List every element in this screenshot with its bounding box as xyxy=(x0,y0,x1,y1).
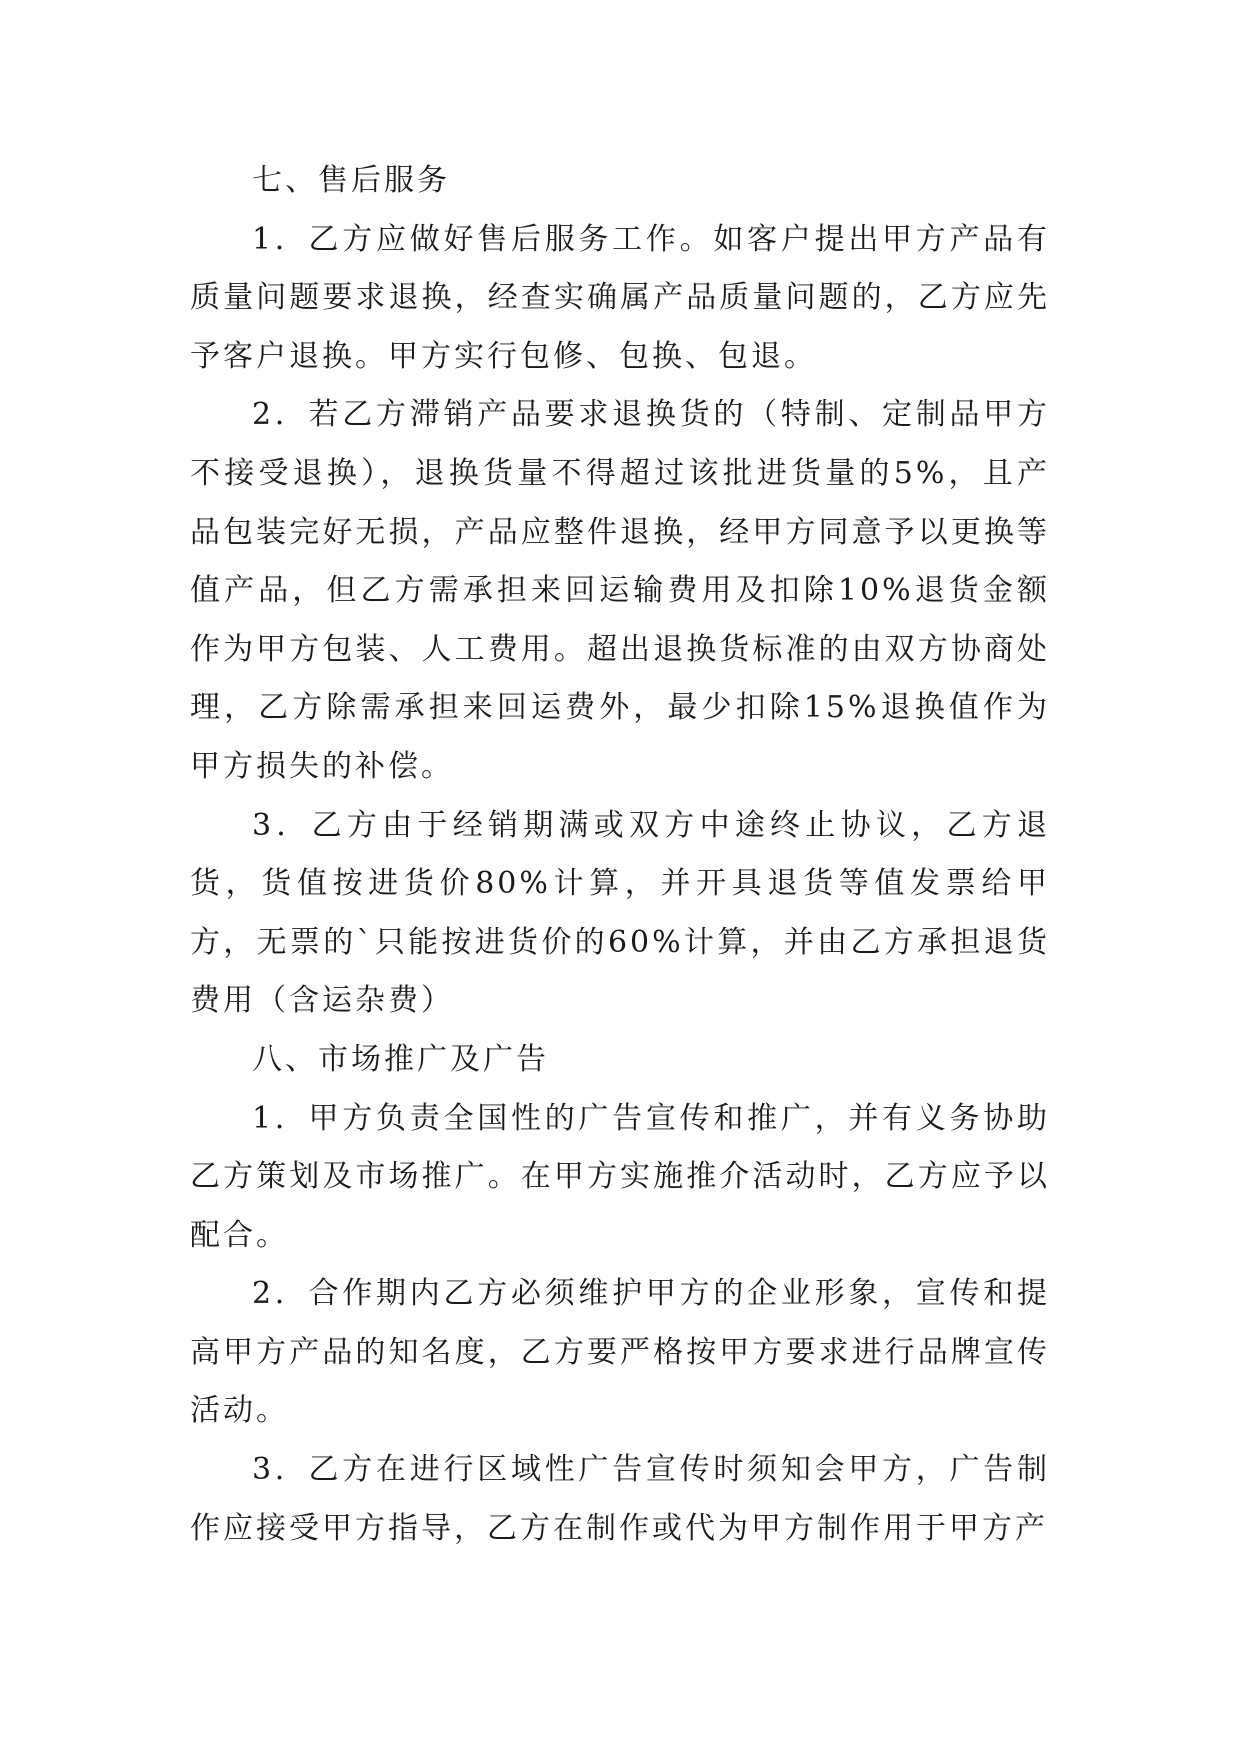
paragraph-marketing-2: 2．合作期内乙方必须维护甲方的企业形象，宣传和提高甲方产品的知名度，乙方要严格按甲方要求进行品牌宣传活动。 xyxy=(190,1276,1050,1429)
paragraph-after-sales-1: 1．乙方应做好售后服务工作。如客户提出甲方产品有质量问题要求退换，经查实确属产品质量问题的，乙方应先予客户退换。甲方实行包修、包换、包退。 xyxy=(190,221,1050,374)
section-heading-marketing: 八、市场推广及广告 xyxy=(252,1041,549,1077)
paragraph-after-sales-3: 3．乙方由于经销期满或双方中途终止协议，乙方退货，货值按进货价80%计算，并开具退货等值发票给甲方，无票的`只能按进货价的60%计算，并由乙方承担退货费用（含运杂费） xyxy=(190,807,1050,1019)
document-body xyxy=(190,152,1050,1558)
paragraph-after-sales-2: 2．若乙方滞销产品要求退换货的（特制、定制品甲方不接受退换），退换货量不得超过该批进货量的5%，且产品包装完好无损，产品应整件退换，经甲方同意予以更换等值产品，但乙方需承担来回运输费用及扣除10%退货金额作为甲方包装、人工费用。超出退换货标准的由双方协商处理，乙方除需承担来回运费外，最少扣除15%退换值作为甲方损失的补偿。 xyxy=(190,397,1050,784)
paragraph-marketing-1: 1．甲方负责全国性的广告宣传和推广，并有义务协助乙方策划及市场推广。在甲方实施推介活动时，乙方应予以配合。 xyxy=(190,1100,1050,1253)
paragraph-marketing-3: 3．乙方在进行区域性广告宣传时须知会甲方，广告制作应接受甲方指导，乙方在制作或代为甲方制作用于甲方产 xyxy=(190,1452,1050,1546)
section-heading-after-sales: 七、售后服务 xyxy=(252,163,450,198)
